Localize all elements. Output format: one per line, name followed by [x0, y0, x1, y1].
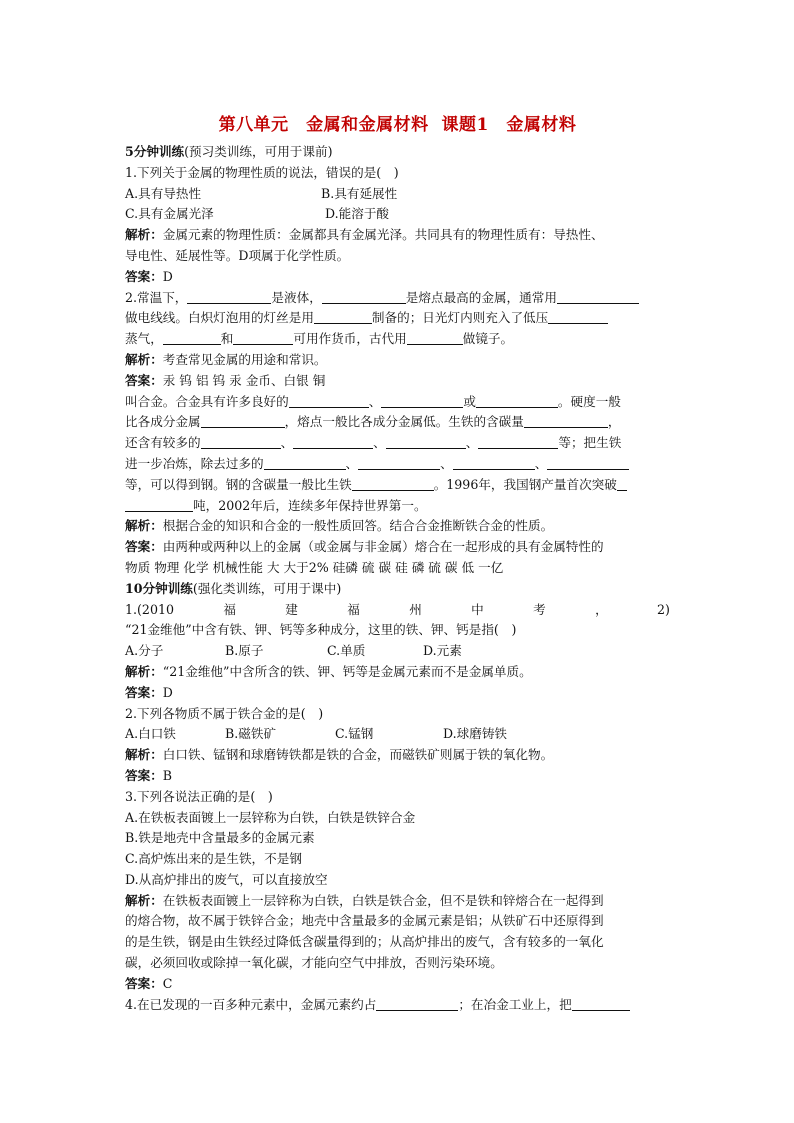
text: ，	[595, 601, 608, 617]
option-c: C.单质	[327, 643, 366, 659]
text: 1.(2010	[125, 601, 174, 617]
analysis	[125, 745, 670, 766]
option-d: D.能溶于酸	[325, 206, 390, 222]
text: 、	[345, 455, 359, 471]
option-d: D.元素	[423, 643, 462, 659]
analysis-text: 白口铁、锰钢和球磨铸铁都是铁的合金，而磁铁矿则属于铁的氧化物。	[162, 747, 554, 763]
question-line: 比各成分金属 ，熔点一般比各成分金属低。生铁的含碳量 ，	[125, 414, 621, 430]
analysis-label: 解析：	[125, 663, 163, 679]
text: 建	[285, 601, 298, 617]
fill-blank[interactable]	[264, 455, 346, 470]
analysis-label: 解析：	[125, 892, 163, 908]
text: 福	[347, 601, 360, 617]
analysis-text: “21金维他”中含所含的铁、钾、钙等是金属元素而不是金属单质。	[162, 663, 532, 679]
answer	[125, 371, 670, 392]
answer-text: C	[162, 975, 173, 991]
section-label: 10分钟训练	[125, 580, 193, 596]
answer	[125, 537, 670, 558]
text: 2)	[657, 601, 670, 617]
option-b: B.磁铁矿	[225, 726, 277, 742]
question-line	[125, 288, 670, 309]
fill-blank[interactable]	[201, 413, 285, 428]
question-line	[125, 496, 670, 517]
answer	[125, 766, 670, 787]
fill-blank[interactable]	[314, 309, 372, 324]
answer	[125, 267, 670, 288]
option-d: D.球磨铸铁	[443, 726, 508, 742]
text: ，熔点一般比各成分金属低。生铁的含碳量	[284, 414, 524, 430]
fill-blank[interactable]	[617, 476, 627, 491]
answer-label: 答案：	[125, 975, 163, 991]
fill-blank[interactable]	[293, 434, 373, 449]
section-heading-2	[125, 579, 670, 600]
answer	[125, 974, 670, 995]
option-c: C.高炉炼出来的是生铁，不是钢	[125, 851, 302, 867]
option-a: A.分子	[125, 643, 164, 659]
option-a: A.具有导热性	[125, 185, 202, 201]
section-heading-1	[125, 142, 670, 163]
fill-blank[interactable]	[289, 393, 369, 408]
text: 做镜子。	[462, 331, 514, 347]
option-c: C.锰钢	[335, 726, 374, 742]
answer-label: 答案：	[125, 767, 163, 783]
page-title: 第八单元 金属和金属材料 课题1 金属材料	[218, 115, 577, 135]
options-row	[125, 724, 670, 745]
text: 比各成分金属	[125, 414, 201, 430]
fill-blank[interactable]	[524, 413, 608, 428]
answer-text: D	[162, 268, 173, 284]
answer-text: B	[162, 767, 173, 783]
text: 是熔点最高的金属，通常用	[405, 289, 557, 305]
text: 、	[534, 455, 548, 471]
fill-blank[interactable]	[476, 393, 558, 408]
options-row	[125, 641, 670, 662]
text: 、	[465, 435, 479, 451]
text: 叫合金。合金具有许多良好的	[125, 393, 289, 409]
fill-blank[interactable]	[358, 455, 440, 470]
text: 蒸气，	[125, 331, 163, 347]
fill-blank[interactable]	[572, 996, 630, 1011]
fill-blank[interactable]	[322, 289, 406, 304]
analysis-text: 考查常见金属的用途和常识。	[162, 351, 327, 367]
text: 制备的；日光灯内则充入了低压	[371, 310, 549, 326]
answer-text: 由两种或两种以上的金属（或金属与非金属）熔合在一起形成的具有金属特性的	[162, 539, 604, 555]
text: 。硬度一般	[557, 393, 621, 409]
text: 、	[368, 393, 382, 409]
answer-cont: 物质 物理 化学 机械性能 大 大于2% 硅磷 硫 碳 硅 磷 硫 碳 低 一亿	[125, 559, 504, 575]
text: 吨，2002年后，连续多年保持世界第一。	[193, 497, 427, 513]
fill-blank[interactable]	[163, 330, 221, 345]
analysis-label: 解析：	[125, 227, 163, 243]
analysis-cont: 碳，必须回收或除掉一氧化碳，才能向空气中排放，否则污染环境。	[125, 955, 503, 971]
answer-label: 答案：	[125, 268, 163, 284]
fill-blank[interactable]	[547, 455, 629, 470]
text: 可用作货币，古代用	[293, 331, 407, 347]
text: 、	[440, 455, 453, 471]
question-line	[125, 475, 670, 496]
fill-blank[interactable]	[386, 434, 466, 449]
answer	[125, 683, 670, 704]
text: 、	[373, 435, 386, 451]
section-note: (预习类训练，可用于课前)	[184, 144, 333, 159]
analysis	[125, 350, 670, 371]
option-a: A.白口铁	[125, 726, 176, 742]
fill-blank[interactable]	[125, 497, 193, 512]
option-c: C.具有金属光泽	[125, 206, 214, 222]
analysis	[125, 662, 670, 683]
text: 或	[463, 393, 476, 409]
answer-label: 答案：	[125, 372, 163, 388]
options-row	[125, 184, 670, 205]
question-line	[125, 392, 670, 413]
section-note: (强化类训练，可用于课中)	[192, 580, 342, 596]
analysis	[125, 225, 670, 246]
text: 州	[409, 601, 422, 617]
answer-label: 答案：	[125, 684, 163, 700]
analysis-label: 解析：	[125, 747, 163, 763]
text: 福	[223, 601, 236, 617]
question-line	[125, 329, 670, 350]
analysis	[125, 516, 670, 537]
analysis-cont: 导电性、延展性等。D项属于化学性质。	[125, 247, 350, 263]
text: 进一步冶炼，除去过多的	[125, 455, 264, 471]
fill-blank[interactable]	[478, 434, 558, 449]
analysis-cont: 的熔合物，故不属于铁锌合金；地壳中含量最多的金属元素是铝；从铁矿石中还原得到	[125, 913, 604, 929]
text: 2.常温下，	[125, 289, 188, 305]
option-a: A.在铁板表面镀上一层锌称为白铁，白铁是铁锌合金	[125, 809, 416, 825]
answer-text: D	[162, 684, 173, 700]
fill-blank[interactable]	[453, 455, 535, 470]
fill-blank[interactable]	[233, 330, 293, 345]
question-line	[125, 308, 670, 329]
analysis-label: 解析：	[125, 518, 163, 534]
content	[125, 142, 670, 1015]
analysis-label: 解析：	[125, 351, 163, 367]
section-label: 5分钟训练	[125, 144, 185, 159]
analysis-text: 在铁板表面镀上一层锌称为白铁，白铁是铁合金，但不是铁和锌熔合在一起得到	[162, 892, 604, 908]
question-stem: 2.下列各物质不属于铁合金的是( )	[125, 705, 324, 721]
text: 等，可以得到钢。钢的含碳量一般比生铁	[125, 476, 352, 492]
text: 是液体，	[271, 289, 322, 305]
analysis	[125, 891, 670, 912]
fill-blank[interactable]	[187, 289, 271, 304]
option-d: D.从高炉排出的废气，可以直接放空	[125, 871, 328, 887]
fill-blank[interactable]	[407, 330, 463, 345]
option-b: B.具有延展性	[321, 185, 398, 201]
fill-blank[interactable]	[557, 289, 639, 304]
question-line	[125, 454, 670, 475]
answer-text: 汞 钨 铝 钨 汞 金币、白银 铜	[162, 372, 326, 388]
fill-blank[interactable]	[352, 476, 434, 491]
fill-blank[interactable]	[548, 309, 608, 324]
option-b: B.铁是地壳中含量最多的金属元素	[125, 830, 315, 846]
question-source-line	[125, 600, 670, 621]
analysis-text: 金属元素的物理性质：金属都具有金属光泽。共同具有的物理性质有：导热性、	[162, 227, 604, 243]
options-row	[125, 204, 670, 225]
text: 、	[280, 435, 294, 451]
question-line	[125, 433, 670, 454]
question-stem: 1.下列关于金属的物理性质的说法，错误的是( )	[125, 164, 399, 180]
analysis-text: 根据合金的知识和合金的一般性质回答。结合合金推断铁合金的性质。	[162, 518, 554, 534]
text: ；在冶金工业上，把	[458, 996, 572, 1012]
fill-blank[interactable]	[201, 434, 281, 449]
fill-blank[interactable]	[376, 996, 458, 1011]
text: 4.在已发现的一百多种元素中，金属元素约占	[125, 996, 377, 1012]
question-stem: 3.下列各说法正确的是( )	[125, 788, 273, 804]
text: 考	[533, 601, 546, 617]
text: 。1996年，我国钢产量首次突破	[433, 476, 617, 492]
text: 和	[220, 331, 234, 347]
question-stem: “21金维他”中含有铁、钾、钙等多种成分，这里的铁、钾、钙是指( )	[125, 622, 517, 638]
text: 做电线线。白炽灯泡用的灯丝是用	[125, 310, 314, 326]
option-b: B.原子	[225, 643, 264, 659]
fill-blank[interactable]	[381, 393, 463, 408]
analysis-cont: 的是生铁，钢是由生铁经过降低含碳量得到的；从高炉排出的废气，含有较多的一氧化	[125, 934, 604, 950]
text: 中	[471, 601, 484, 617]
question-line	[125, 995, 670, 1016]
answer-label: 答案：	[125, 539, 163, 555]
text: 还含有较多的	[125, 435, 201, 451]
text: 等；把生铁	[558, 435, 622, 451]
